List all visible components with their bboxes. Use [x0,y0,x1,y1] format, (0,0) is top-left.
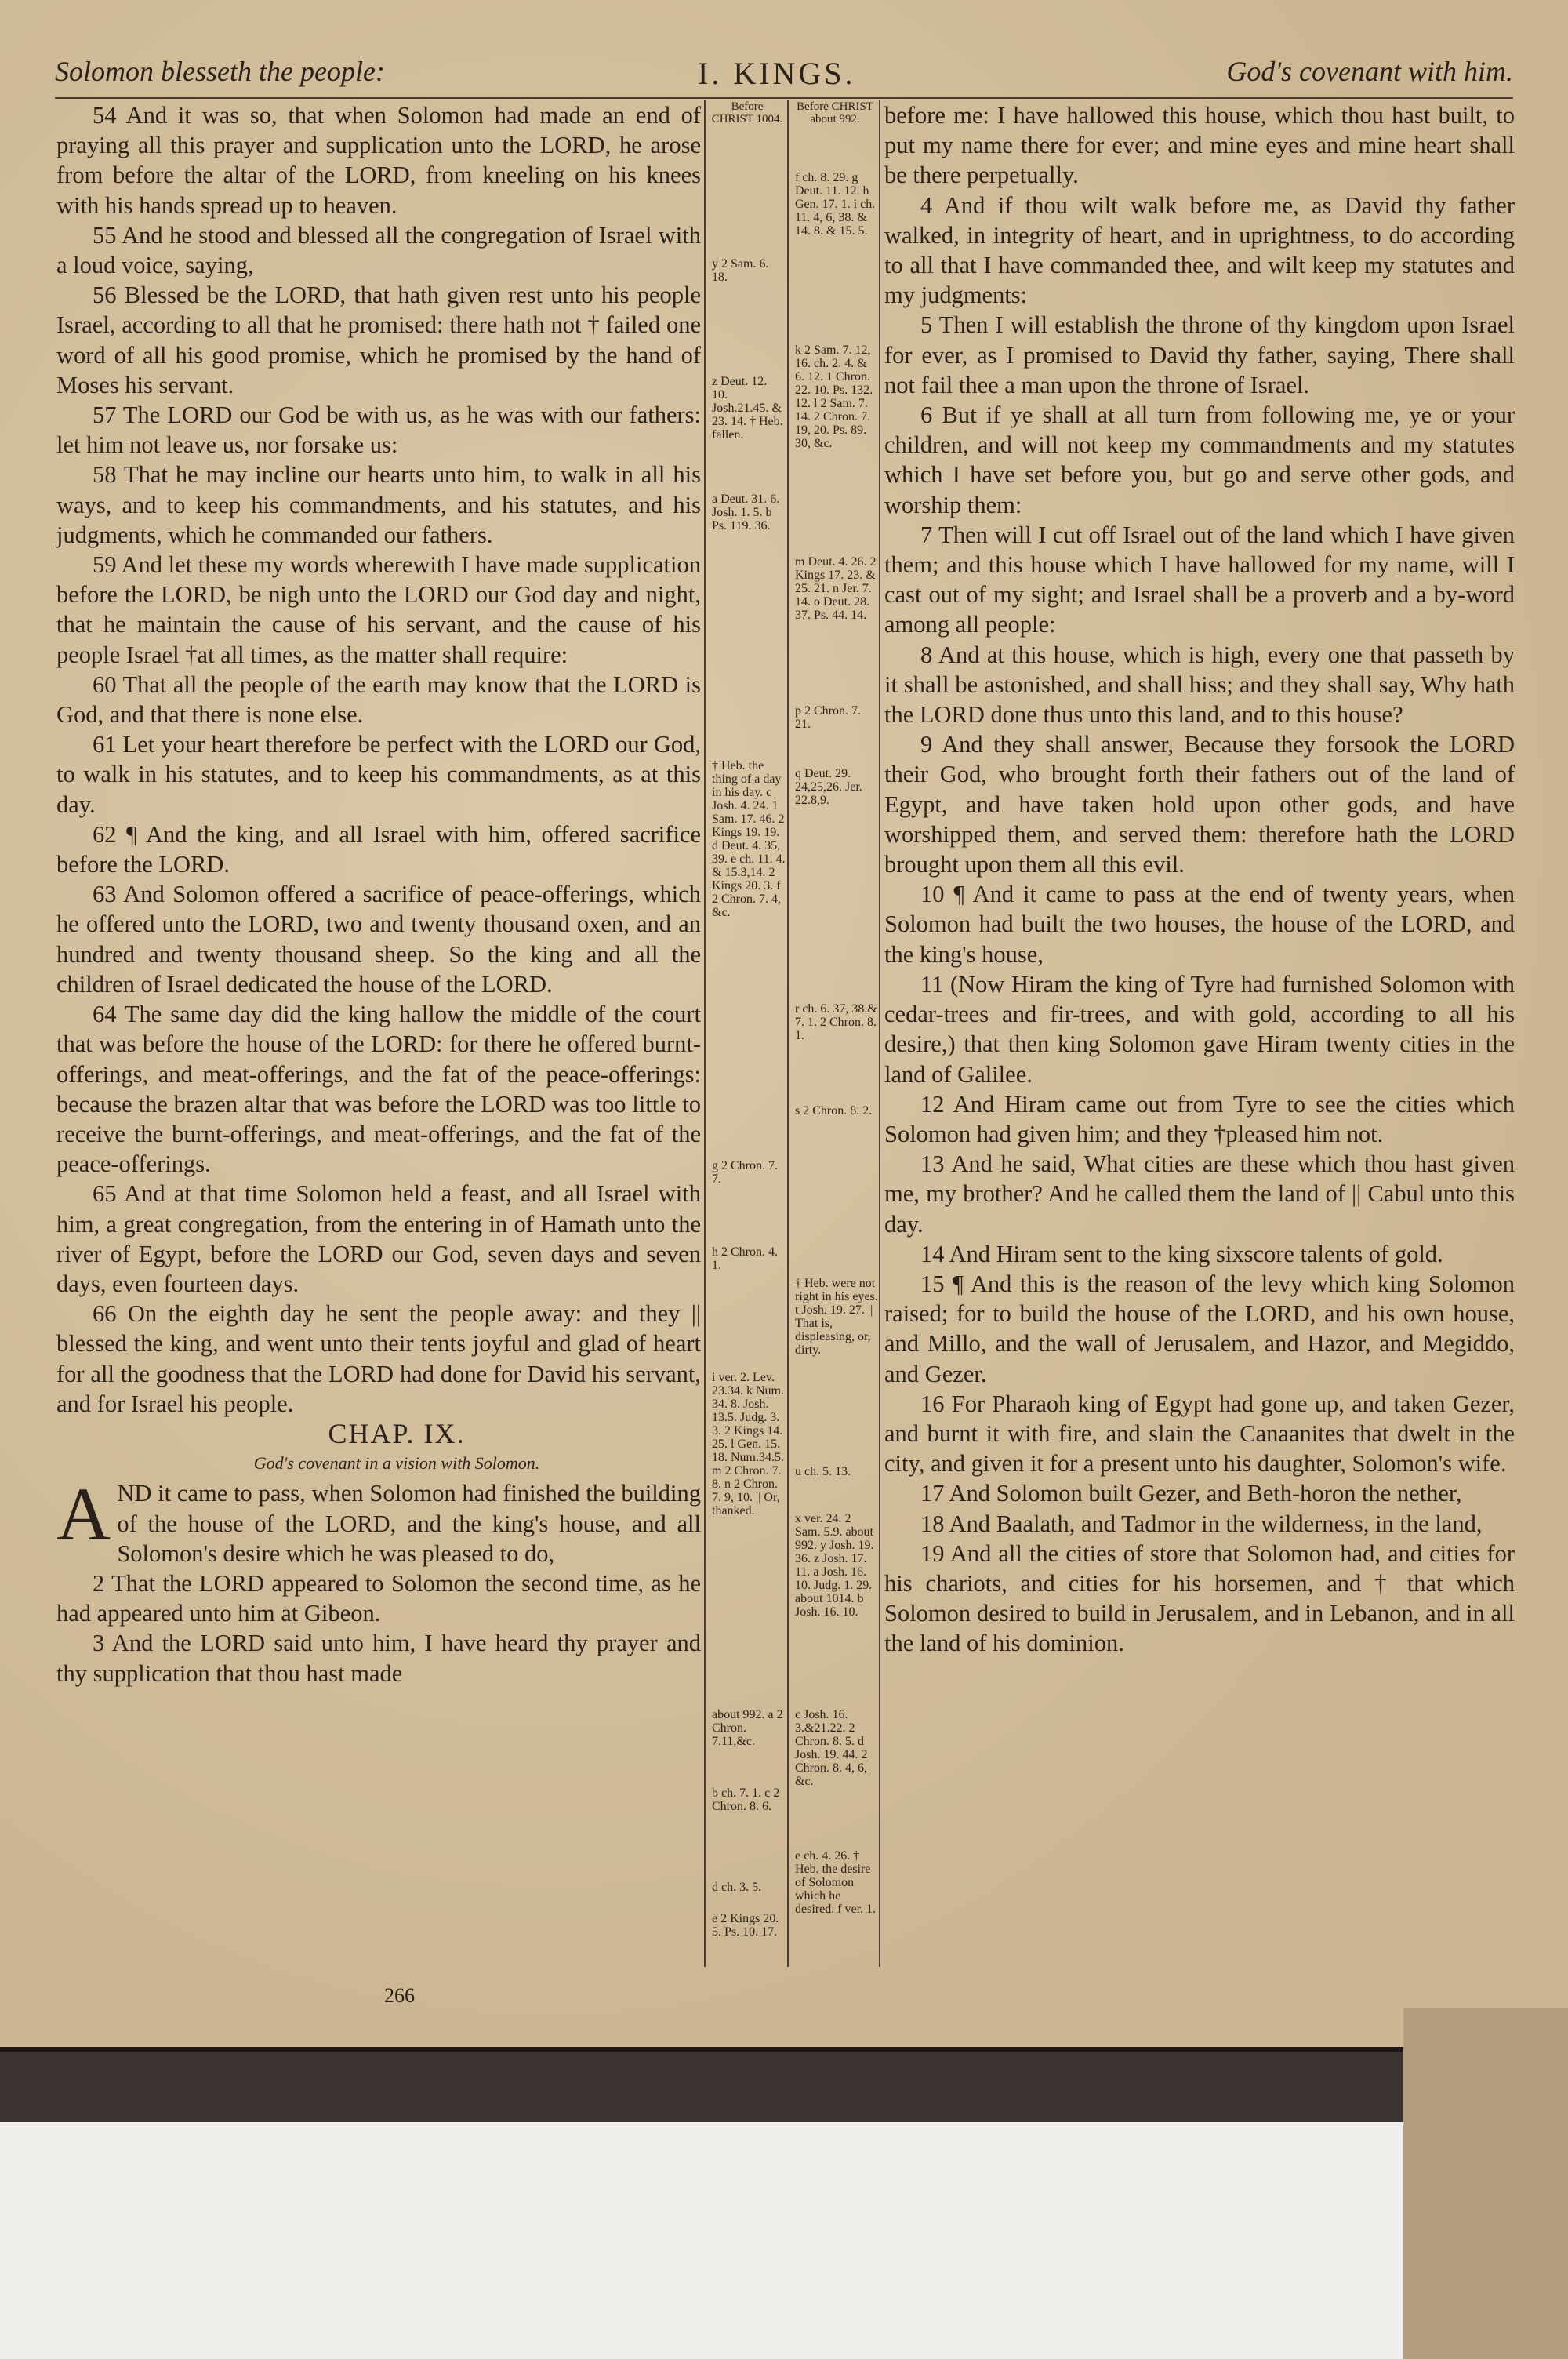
margin-ref: g 2 Chron. 7. 7. [712,1159,778,1186]
margin-ref: k 2 Sam. 7. 12, 16. ch. 2. 4. & 6. 12. 1 Chron. 22. 10. Ps. 132. 12. l 2 Sam. 7. 14. 2 Chron. 7. 19, 20. Ps. 89. 30, &c. [795,343,873,450]
margin-ref: e ch. 4. 26. † Heb. the desire of Solomon which he desired. f ver. 1. [795,1849,877,1916]
verse-7: 7 Then will I cut off Israel out of the land which I have given them; and this house which I have hallowed for my name, will I cast out of my sight; and Israel shall be a proverb and a by-word among all people: [884,521,1515,638]
margin-ref: d ch. 3. 5. [712,1881,762,1894]
header-rule [55,97,1513,99]
margin-ref: q Deut. 29. 24,25,26. Jer. 22.8,9. [795,767,862,807]
verse-4: 4 And if thou wilt walk before me, as David thy father walked, in integrity of heart, and in uprightness, to do according to all that I have commanded thee, and wilt keep my statutes and my judgments: [884,191,1515,309]
verse-14: 14 And Hiram sent to the king sixscore talents of gold. [920,1240,1443,1267]
margin-ref: e 2 Kings 20. 5. Ps. 10. 17. [712,1912,779,1939]
margin-ref: i ver. 2. Lev. 23.34. k Num. 34. 8. Josh. 13.5. Judg. 3. 3. 2 Kings 14. 25. l Gen. 15. 18. Num.34.5. m 2 Chron. 7. 8. n 2 Chron. 7. 9, 10. || Or, thanked. [712,1371,784,1518]
margin-ref: about 992. a 2 Chron. 7.11,&c. [712,1708,783,1748]
header-left: Solomon blesseth the people: [55,56,385,87]
verse-17: 17 And Solomon built Gezer, and Beth-horon the nether, [920,1480,1462,1507]
left-text-column [56,100,701,1688]
margin-ref: s 2 Chron. 8. 2. [795,1104,873,1118]
verse-62: 62 ¶ And the king, and all Israel with him, offered sacrifice before the LORD. [56,820,701,878]
verse-19: 19 And all the cities of store that Solomon had, and cities for his chariots, and cities for his horsemen, and † that which Solomon desired to build in Jerusalem, and in Lebanon, and in all the land of his dominion. [884,1539,1515,1657]
right-text-column [884,100,1515,1659]
verse-56: 56 Blessed be the LORD, that hath given rest unto his people Israel, according to all that he promised: there hath not † failed one word of all his good promise, which he promised by the hand of Moses his servant. [56,282,701,398]
chapter-verse-2: 2 That the LORD appeared to Solomon the second time, as he had appeared unto him at Gibeon. [56,1569,701,1627]
margin-ref: m Deut. 4. 26. 2 Kings 17. 23. & 25. 21. n Jer. 7. 14. o Deut. 28. 37. Ps. 44. 14. [795,555,877,622]
margin-ref: f ch. 8. 29. g Deut. 11. 12. h Gen. 17. 1. i ch. 11. 4, 6, 38. & 14. 8. & 15. 5. [795,171,876,238]
margin-ref: † Heb. were not right in his eyes. t Josh. 19. 27. || That is, displeasing, or, dirty. [795,1277,878,1357]
verse-65: 65 And at that time Solomon held a feast, and all Israel with him, a great congregation, from the entering in of Hamath unto the river of Egypt, before the LORD our God, seven days and seven days, even fourteen days. [56,1180,701,1297]
margin-divider-rule [787,100,789,1967]
verse-55: 55 And he stood and blessed all the congregation of Israel with a loud voice, saying, [56,221,701,279]
verse-1-text: ND it came to pass, when Solomon had finished the building of the house of the LORD, and the king's house, and all Solomon's desire which he was pleased to do, [117,1480,701,1567]
verse-64: 64 The same day did the king hallow the middle of the court that was before the house of the LORD: for there he offered burnt-offerings, and meat-offerings, and the fat of the peace-offerings: because the brazen altar that was before the LORD was too little to receive the burnt-offerings, and meat-offerings, and the fat of the peace-offerings. [56,1001,701,1178]
verse-61: 61 Let your heart therefore be perfect with the LORD our God, to walk in his statutes, and to keep his commandments, as at this day. [56,731,701,818]
chapter-heading: CHAP. IX. [328,1417,466,1449]
verse-5: 5 Then I will establish the throne of thy kingdom upon Israel for ever, as I promised to David thy father, saying, There shall not fail thee a man upon the throne of Israel. [884,311,1515,398]
margin-ref: y 2 Sam. 6. 18. [712,257,769,284]
margin-ref: a Deut. 31. 6. Josh. 1. 5. b Ps. 119. 36. [712,493,780,533]
drop-cap: A [56,1472,111,1557]
verse-15: 15 ¶ And this is the reason of the levy which king Solomon raised; for to build the house of the LORD, and his own house, and Millo, and the wall of Jerusalem, and Hazor, and Megiddo, and Gezer. [884,1270,1515,1387]
left-column-rule [704,100,706,1967]
verse-66: 66 On the eighth day he sent the people away: and they || blessed the king, and went unto their tents joyful and glad of heart for all the goodness that the LORD had done for David his servant, and for Israel his people. [56,1300,701,1417]
right-column-rule [879,100,880,1967]
verse-60: 60 That all the people of the earth may know that the LORD is God, and that there is none else. [56,671,701,729]
header-right: God's covenant with him. [1226,56,1513,87]
running-header [55,55,1513,94]
chapter-verse-1 [56,1472,701,1568]
verse-58: 58 That he may incline our hearts unto him, to walk in all his ways, and to keep his commandments, and his statutes, and his judgments, which he commanded our fathers. [56,461,701,548]
margin-ref: p 2 Chron. 7. 21. [795,704,861,731]
margin-ref: r ch. 6. 37, 38.& 7. 1. 2 Chron. 8. 1. [795,1002,877,1042]
margin-date-heading: Before CHRIST about 992. [797,100,873,125]
verse-13: 13 And he said, What cities are these which thou hast given me, my brother? And he called them the land of || Cabul unto this day. [884,1150,1515,1238]
left-margin-references [710,100,786,1939]
page-number: 266 [384,1984,415,2007]
verse-12: 12 And Hiram came out from Tyre to see the cities which Solomon had given him; and they †pleased him not. [884,1090,1515,1147]
verse-10: 10 ¶ And it came to pass at the end of twenty years, when Solomon had built the two houses, the house of the LORD, and the king's house, [884,881,1515,968]
margin-ref: x ver. 24. 2 Sam. 5.9. about 992. y Josh. 19. 36. z Josh. 17. 11. a Josh. 16. 10. Judg. 1. 29. about 1014. b Josh. 16. 10. [795,1512,874,1619]
margin-ref: u ch. 5. 13. [795,1465,851,1478]
verse-18: 18 And Baalath, and Tadmor in the wilderness, in the land, [920,1510,1483,1537]
verse-54: 54 And it was so, that when Solomon had made an end of praying all this prayer and supplication unto the LORD, he arose from before the altar of the LORD, from kneeling on his knees with his hands spread up to heaven. [56,102,701,219]
chapter-summary: God's covenant in a vision with Solomon. [253,1453,540,1474]
margin-ref: h 2 Chron. 4. 1. [712,1245,778,1272]
chapter-verse-3: 3 And the LORD said unto him, I have heard thy prayer and thy supplication that thou hast made [56,1630,701,1687]
margin-date-heading: Before CHRIST 1004. [711,100,783,125]
verse-63: 63 And Solomon offered a sacrifice of peace-offerings, which he offered unto the LORD, two and twenty thousand oxen, and an hundred and twenty thousand sheep. So the king and all the children of Israel dedicated the house of the LORD. [56,881,701,998]
verse-16: 16 For Pharaoh king of Egypt had gone up, and taken Gezer, and burnt it with fire, and slain the Canaanites that dwelt in the city, and given it for a present unto his daughter, Solomon's wife. [884,1390,1515,1478]
book-cover-edge [1403,2008,1568,2359]
book-binding-edge [0,2047,1568,2122]
margin-ref: b ch. 7. 1. c 2 Chron. 8. 6. [712,1787,780,1813]
margin-ref: z Deut. 12. 10. Josh.21.45. & 23. 14. † Heb. fallen. [712,375,783,442]
verse-6: 6 But if ye shall at all turn from following me, ye or your children, and will not keep my commandments and my statutes which I have set before you, but go and serve other gods, and worship them: [884,402,1515,518]
right-margin-references [793,100,878,1916]
margin-ref: c Josh. 16. 3.&21.22. 2 Chron. 8. 5. d Josh. 19. 44. 2 Chron. 8. 4, 6, &c. [795,1708,868,1788]
verse-59: 59 And let these my words wherewith I have made supplication before the LORD, be nigh unto the LORD our God day and night, that he maintain the cause of his servant, and the cause of his people Israel †at all times, as the matter shall require: [56,551,701,668]
verse-57: 57 The LORD our God be with us, as he was with our fathers: let him not leave us, nor forsake us: [56,402,701,459]
verse-3-continued: before me: I have hallowed this house, which thou hast built, to put my name there for ever; and mine eyes and mine heart shall be there perpetually. [884,102,1515,189]
verse-11: 11 (Now Hiram the king of Tyre had furnished Solomon with cedar-trees and fir-trees, and with gold, according to all his desire,) that then king Solomon gave Hiram twenty cities in the land of Galilee. [884,970,1515,1088]
margin-ref: † Heb. the thing of a day in his day. c Josh. 4. 24. 1 Sam. 17. 46. 2 Kings 19. 19. d Deut. 4. 35, 39. e ch. 11. 4. & 15.3,14. 2 Kings 20. 3. f 2 Chron. 7. 4, &c. [712,759,786,919]
verse-9: 9 And they shall answer, Because they forsook the LORD their God, who brought forth their fathers out of the land of Egypt, and have taken hold upon other gods, and have worshipped them, and served them: therefore hath the LORD brought upon them all this evil. [884,731,1515,878]
verse-8: 8 And at this house, which is high, every one that passeth by it shall be astonished, and shall hiss; and they shall say, Why hath the LORD done thus unto this land, and to this house? [884,641,1515,729]
header-book-title: I. KINGS. [698,56,856,91]
